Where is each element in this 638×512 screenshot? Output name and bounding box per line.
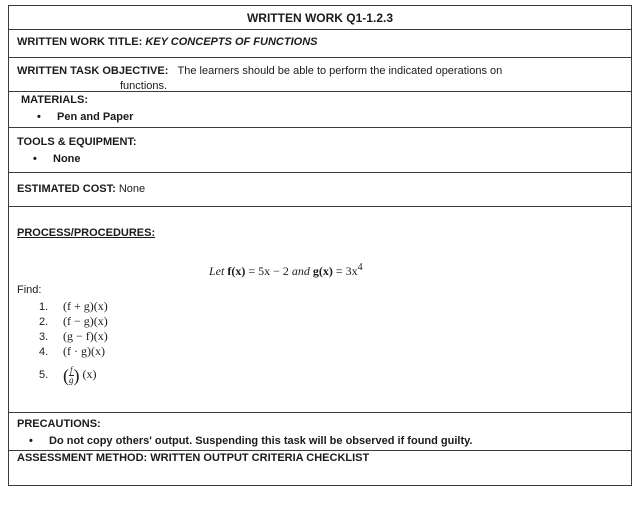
written-work-title-row	[9, 30, 631, 58]
objective-label: WRITTEN TASK OBJECTIVE:	[17, 65, 169, 77]
tools-item	[17, 153, 631, 165]
assessment-label: ASSESSMENT METHOD:	[17, 452, 148, 464]
problem-number: 2.	[39, 316, 49, 328]
problem-number: 4.	[39, 346, 49, 358]
problem-item	[39, 299, 108, 314]
right-paren: )	[73, 365, 80, 386]
problem-item	[39, 329, 108, 344]
precautions-row	[9, 413, 631, 451]
find-label: Find:	[17, 284, 42, 296]
assessment-value: WRITTEN OUTPUT CRITERIA CHECKLIST	[150, 452, 370, 464]
f-definition: = 5x − 2	[248, 264, 289, 278]
g-name: g(x)	[312, 264, 333, 278]
tools-item-text: None	[53, 153, 81, 165]
problem-item	[39, 361, 108, 387]
tools-row	[9, 128, 631, 173]
materials-item	[21, 111, 631, 123]
problem-expression: (f − g)(x)	[63, 314, 108, 328]
problem-expression: (f · g)(x)	[63, 344, 105, 358]
materials-label: MATERIALS:	[21, 94, 89, 106]
objective-text-line1: The learners should be able to perform the indicated operations on	[177, 65, 503, 77]
materials-row	[9, 92, 631, 128]
and-word: and	[291, 264, 310, 278]
problem-list	[39, 299, 108, 387]
fraction-denominator: g	[69, 374, 74, 385]
problem-expression: (g − f)(x)	[63, 329, 108, 343]
g-definition: = 3x	[335, 264, 358, 278]
precautions-item	[17, 435, 631, 447]
worksheet-title: WRITTEN WORK Q1-1.2.3	[246, 11, 393, 25]
procedures-label: PROCESS/PROCEDURES:	[17, 227, 156, 239]
problem-argument: (x)	[82, 367, 97, 381]
estimated-cost-value: None	[118, 183, 146, 195]
problem-item	[39, 314, 108, 329]
g-exponent: 4	[357, 262, 363, 273]
function-definition	[209, 262, 363, 279]
precautions-label: PRECAUTIONS:	[17, 418, 101, 430]
worksheet-table	[8, 5, 632, 486]
procedures-row	[9, 207, 631, 413]
written-work-title-label: WRITTEN WORK TITLE:	[17, 36, 143, 48]
problem-number: 1.	[39, 301, 49, 313]
problem-number: 5.	[39, 369, 49, 381]
objective-text-line2: functions.	[120, 80, 168, 92]
bullet-icon: •	[29, 435, 33, 447]
bullet-icon: •	[33, 153, 37, 165]
bullet-icon: •	[37, 111, 41, 123]
estimated-cost-row	[9, 173, 631, 207]
materials-item-text: Pen and Paper	[57, 111, 134, 123]
problem-expression: (f + g)(x)	[63, 299, 108, 313]
problem-number: 3.	[39, 331, 49, 343]
assessment-row	[9, 451, 631, 465]
precautions-item-text: Do not copy others' output. Suspending this task will be observed if found guilty.	[49, 435, 473, 447]
let-word: Let	[209, 264, 225, 278]
problem-item	[39, 344, 108, 359]
left-paren: (	[63, 365, 69, 386]
worksheet-header-row	[9, 6, 631, 30]
f-name: f(x)	[227, 264, 246, 278]
estimated-cost-label: ESTIMATED COST:	[17, 183, 116, 195]
tools-label: TOOLS & EQUIPMENT:	[17, 136, 137, 148]
written-work-title-value: KEY CONCEPTS OF FUNCTIONS	[145, 36, 318, 48]
fraction-numerator: f	[70, 364, 73, 375]
objective-row	[9, 58, 631, 92]
